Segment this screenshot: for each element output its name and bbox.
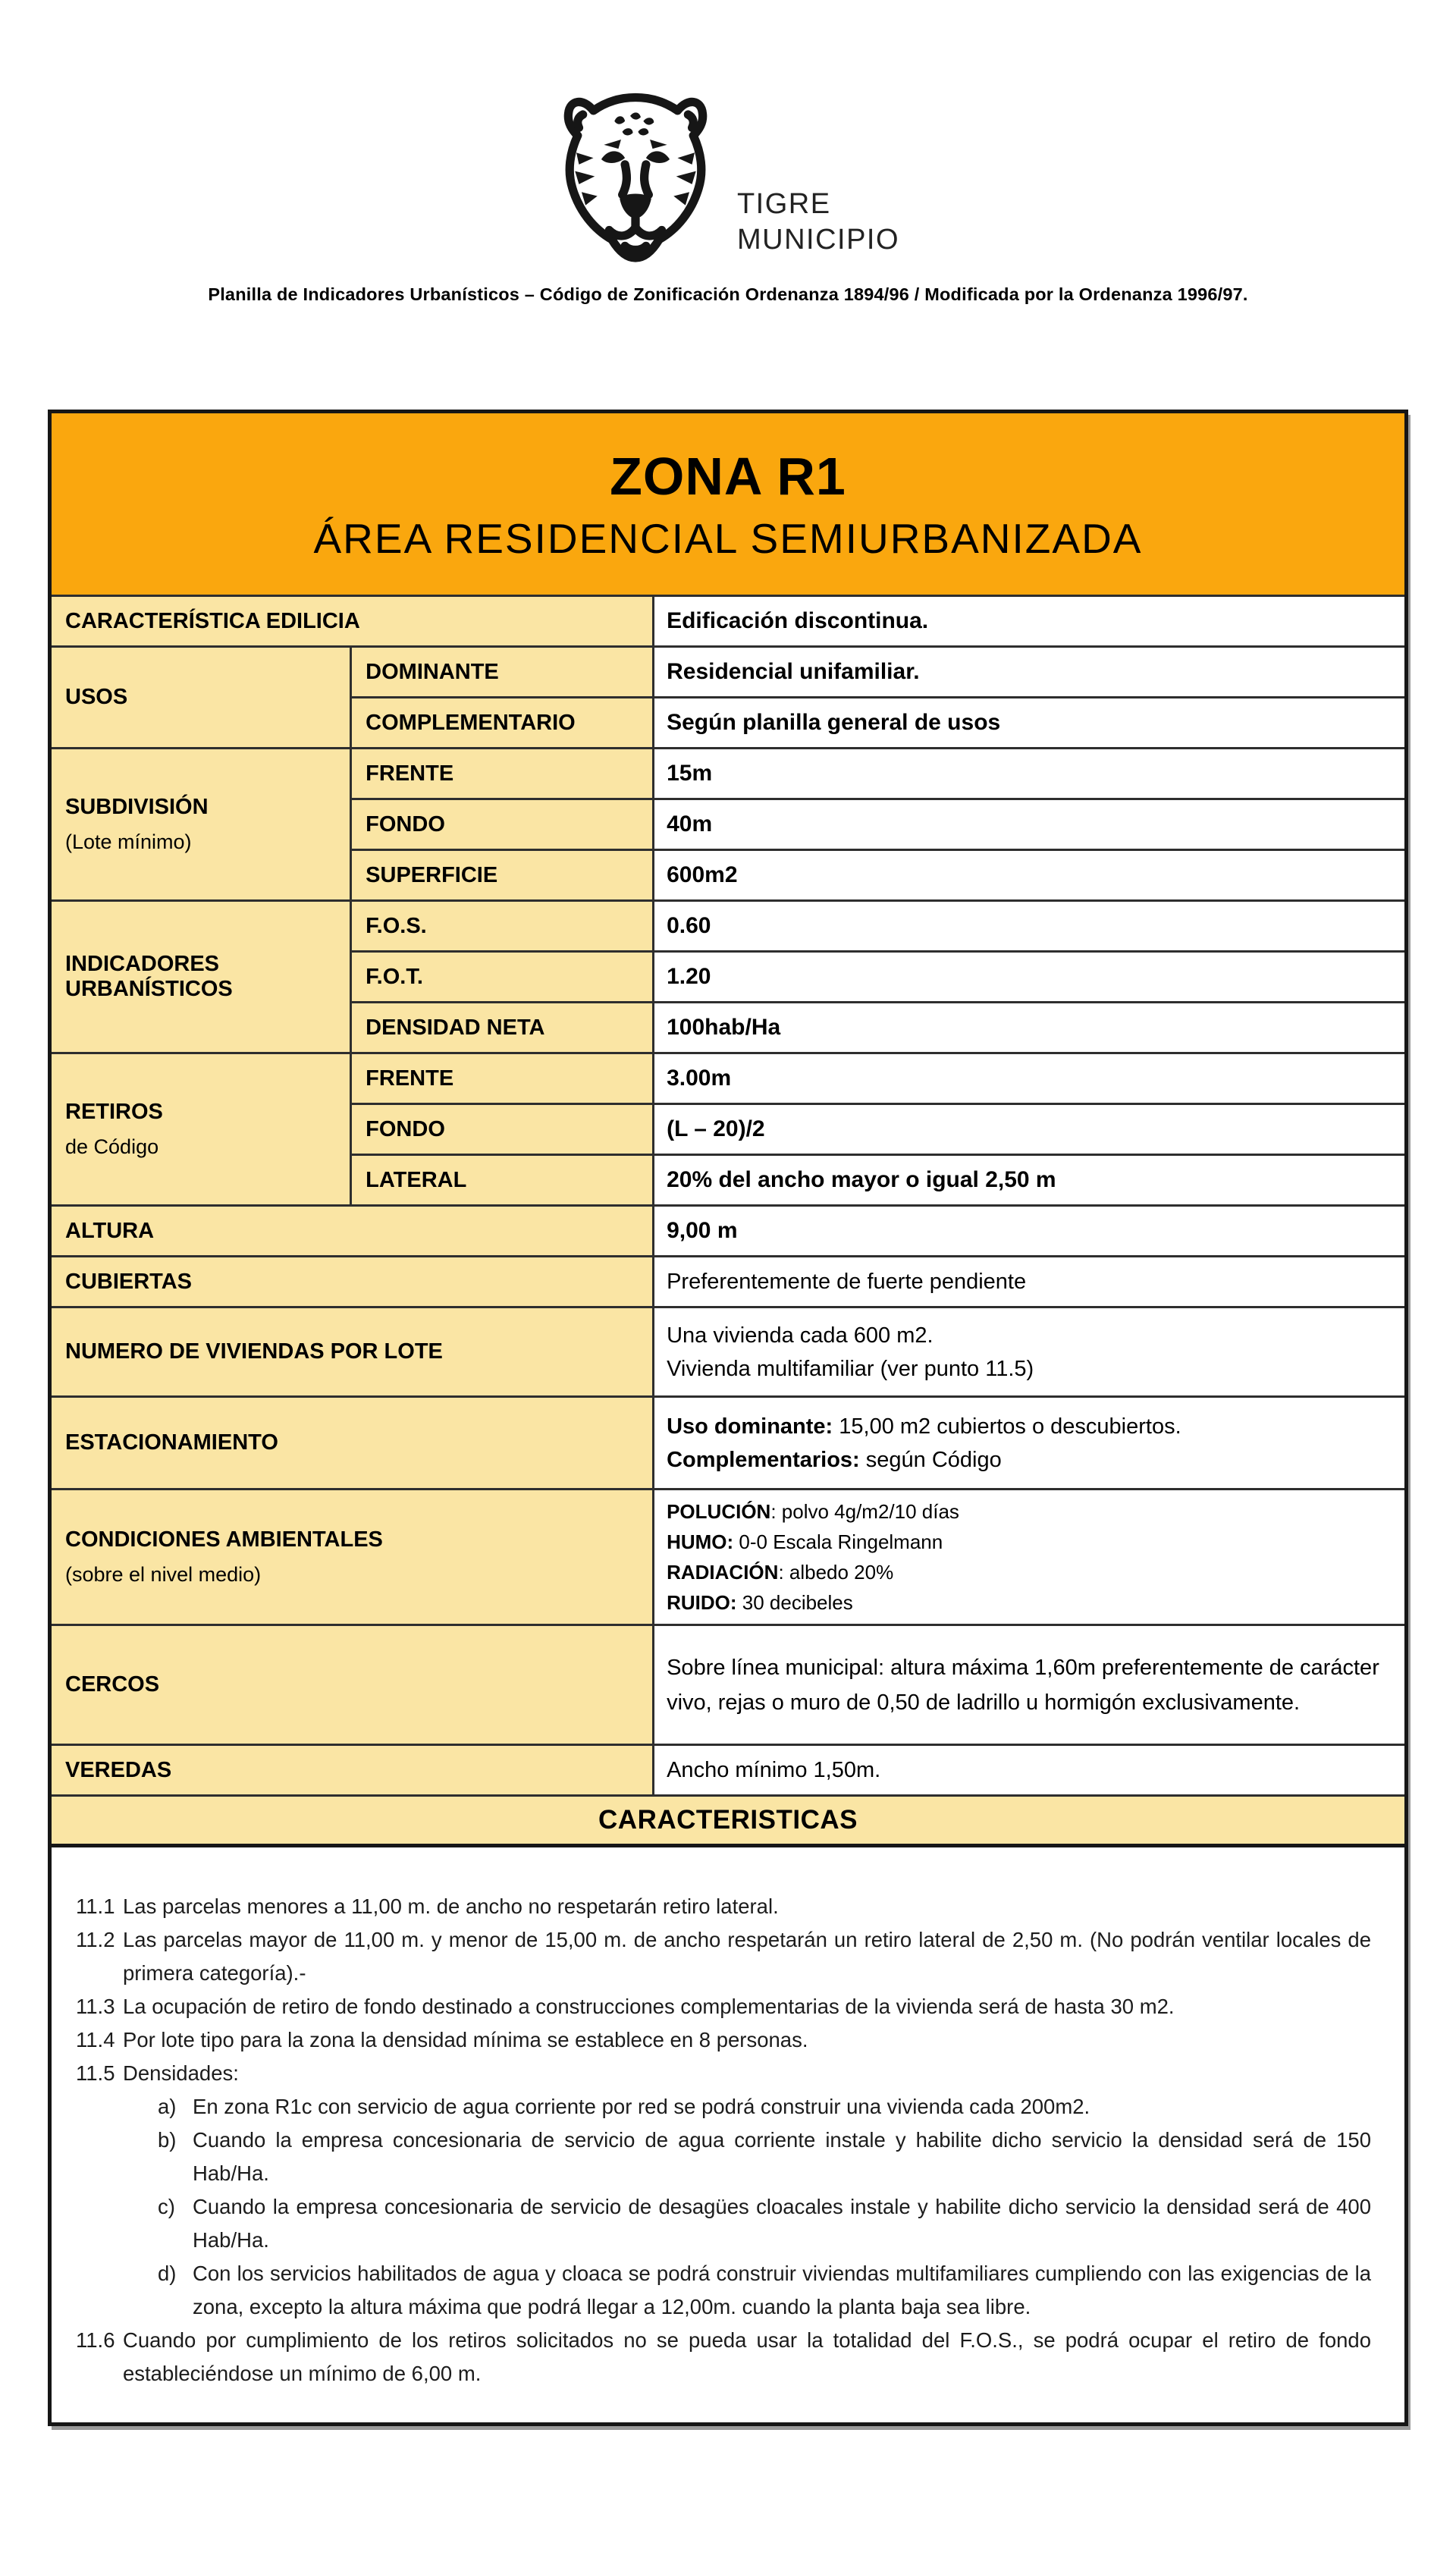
table-row [50,596,1407,647]
table-row [50,1257,1407,1307]
row-label-viviendas: NUMERO DE VIVIENDAS POR LOTE [50,1307,654,1397]
list-item-number: 11.6 [76,2328,115,2352]
row-value-superficie: 600m2 [654,850,1407,901]
list-item [76,1923,1371,1990]
condiciones-radiacion-label: RADIACIÓN [667,1561,779,1584]
row-value-retiro-lateral: 20% del ancho mayor o igual 2,50 m [654,1155,1407,1206]
list-item-number: 11.2 [76,1928,115,1951]
retiros-note: de Código [65,1135,159,1158]
list-item-number: 11.5 [76,2061,115,2085]
condiciones-ruido-text: 30 decibeles [736,1591,853,1614]
row-sublabel-dominante: DOMINANTE [351,647,654,698]
row-label-retiros [50,1053,351,1206]
table-row [50,1625,1407,1745]
row-label-estacionamiento: ESTACIONAMIENTO [50,1397,654,1490]
list-subitem-text: Cuando la empresa concesionaria de servicio de agua corriente instale y habilite dicho servicio la densidad será de 150 Hab/Ha. [193,2128,1371,2185]
condiciones-radiacion-text: : albedo 20% [778,1561,894,1584]
row-value-fot: 1.20 [654,952,1407,1003]
subdivision-title: SUBDIVISIÓN [65,795,209,819]
condiciones-radiacion [667,1557,1394,1587]
list-subitem-letter: d) [158,2262,177,2285]
row-label-indicadores: INDICADORES URBANÍSTICOS [50,901,351,1053]
list-subitem-text: Cuando la empresa concesionaria de servicio de desagües cloacales instale y habilite dicho servicio la densidad será de 400 Hab/Ha. [193,2195,1371,2252]
row-label-caracteristica-edilicia: CARACTERÍSTICA EDILICIA [50,596,654,647]
document-subtitle: Planilla de Indicadores Urbanísticos – Código de Zonificación Ordenanza 1894/96 / Modificada por la Ordenanza 1996/97. [208,284,1248,304]
table-row [50,1053,1407,1104]
condiciones-note: (sobre el nivel medio) [65,1563,262,1586]
list-item-text: Las parcelas mayor de 11,00 m. y menor de 15,00 m. de ancho respetarán un retiro lateral de 2,50 m. (No podrán ventilar locales de primera categoría).- [123,1928,1371,1985]
row-sublabel-complementario: COMPLEMENTARIO [351,698,654,749]
condiciones-title: CONDICIONES AMBIENTALES [65,1527,383,1552]
section-header-row [50,1796,1407,1846]
row-sublabel-fos: F.O.S. [351,901,654,952]
viviendas-line2: Vivienda multifamiliar (ver punto 11.5) [667,1356,1034,1381]
row-value-veredas: Ancho mínimo 1,50m. [654,1745,1407,1796]
row-sublabel-densidad-neta: DENSIDAD NETA [351,1003,654,1053]
list-subitem-letter: a) [158,2095,177,2118]
list-subitem-text: Con los servicios habilitados de agua y cloaca se podrá construir viviendas multifamiliares cumpliendo con las exigencias de la zona, excepto la altura máxima que podrá llegar a 12,00m. cuando la planta baja sea libre. [193,2262,1371,2318]
estacionamiento-line2 [667,1443,1394,1477]
condiciones-humo [667,1527,1394,1557]
row-value-fondo: 40m [654,799,1407,850]
table-row [50,1397,1407,1490]
condiciones-ruido-label: RUIDO: [667,1591,737,1614]
list-item-text: Cuando por cumplimiento de los retiros solicitados no se pueda usar la totalidad del F.O.S., se podrá ocupar el retiro de fondo estableciéndose un mínimo de 6,00 m. [123,2328,1371,2385]
row-label-subdivision [50,749,351,901]
logo-brand-line2: MUNICIPIO [736,224,900,256]
row-value-cubiertas: Preferentemente de fuerte pendiente [654,1257,1407,1307]
table-row [50,749,1407,799]
row-label-condiciones [50,1490,654,1625]
row-value-complementario: Según planilla general de usos [654,698,1407,749]
row-label-usos: USOS [50,647,351,749]
table-row [50,1206,1407,1257]
row-value-dominante: Residencial unifamiliar. [654,647,1407,698]
list-subitem [76,2257,1371,2324]
row-sublabel-frente: FRENTE [351,749,654,799]
estacionamiento-line1-label: Uso dominante: [667,1414,833,1439]
list-item-text: Densidades: [123,2061,239,2085]
condiciones-polucion [667,1496,1394,1527]
row-value-frente: 15m [654,749,1407,799]
logo-brand-line1: TIGRE [736,188,831,220]
condiciones-polucion-text: : polvo 4g/m2/10 días [770,1500,959,1523]
viviendas-line1: Una vivienda cada 600 m2. [667,1323,934,1348]
row-value-condiciones [654,1490,1407,1625]
row-value-retiro-frente: 3.00m [654,1053,1407,1104]
zone-title: ZONA R1 [610,446,846,506]
row-label-cubiertas: CUBIERTAS [50,1257,654,1307]
list-item [76,1890,1371,1923]
list-item [76,1990,1371,2023]
list-subitem [76,2190,1371,2257]
table-row [50,901,1407,952]
subdivision-note: (Lote mínimo) [65,830,192,853]
list-subitem-letter: c) [158,2195,175,2218]
estacionamiento-line2-text: según Código [859,1447,1002,1472]
row-label-veredas: VEREDAS [50,1745,654,1796]
row-sublabel-superficie: SUPERFICIE [351,850,654,901]
list-item [76,2057,1371,2090]
table-row [50,1745,1407,1796]
list-item-text: La ocupación de retiro de fondo destinado a construcciones complementarias de la vivienda será de hasta 30 m2. [123,1995,1175,2018]
logo-wordmark [737,187,899,258]
row-sublabel-fondo: FONDO [351,799,654,850]
estacionamiento-line1 [667,1410,1394,1443]
table-row [50,647,1407,698]
row-label-cercos: CERCOS [50,1625,654,1745]
list-subitem-letter: b) [158,2128,177,2152]
row-sublabel-retiro-fondo: FONDO [351,1104,654,1155]
estacionamiento-line1-text: 15,00 m2 cubiertos o descubiertos. [833,1414,1181,1439]
condiciones-ruido [667,1587,1394,1618]
list-item-number: 11.3 [76,1995,115,2018]
row-value-altura: 9,00 m [654,1206,1407,1257]
row-value-caracteristica-edilicia: Edificación discontinua. [654,596,1407,647]
zone-title-row [50,412,1407,596]
table-row [50,1307,1407,1397]
zone-table [48,410,1408,1847]
list-subitem-text: En zona R1c con servicio de agua corriente por red se podrá construir una vivienda cada 200m2. [193,2095,1090,2118]
retiros-title: RETIROS [65,1100,163,1124]
list-item-text: Las parcelas menores a 11,00 m. de ancho no respetarán retiro lateral. [123,1894,779,1918]
row-value-retiro-fondo: (L – 20)/2 [654,1104,1407,1155]
tiger-logo-icon [557,89,714,263]
row-label-altura: ALTURA [50,1206,654,1257]
row-value-cercos: Sobre línea municipal: altura máxima 1,60m preferentemente de carácter vivo, rejas o muro de 0,50 de ladrillo u hormigón exclusivamente. [654,1625,1407,1745]
row-sublabel-retiro-lateral: LATERAL [351,1155,654,1206]
list-item [76,2324,1371,2390]
condiciones-polucion-label: POLUCIÓN [667,1500,771,1523]
row-sublabel-retiro-frente: FRENTE [351,1053,654,1104]
list-subitem [76,2124,1371,2190]
condiciones-humo-label: HUMO: [667,1530,734,1553]
row-value-viviendas [654,1307,1407,1397]
list-item-number: 11.4 [76,2028,115,2051]
zone-subtitle: ÁREA RESIDENCIAL SEMIURBANIZADA [313,514,1143,562]
list-item-text: Por lote tipo para la zona la densidad mínima se establece en 8 personas. [123,2028,808,2051]
table-row [50,1490,1407,1625]
list-item [76,2023,1371,2057]
row-value-estacionamiento [654,1397,1407,1490]
caracteristicas-box [48,1844,1408,2426]
condiciones-humo-text: 0-0 Escala Ringelmann [733,1530,943,1553]
municipality-logo [0,0,1456,263]
zone-title-cell [50,412,1407,596]
list-item-number: 11.1 [76,1894,115,1918]
list-subitem [76,2090,1371,2124]
row-value-densidad-neta: 100hab/Ha [654,1003,1407,1053]
caracteristicas-section-header: CARACTERISTICAS [50,1796,1407,1846]
estacionamiento-line2-label: Complementarios: [667,1447,860,1472]
row-sublabel-fot: F.O.T. [351,952,654,1003]
row-value-fos: 0.60 [654,901,1407,952]
